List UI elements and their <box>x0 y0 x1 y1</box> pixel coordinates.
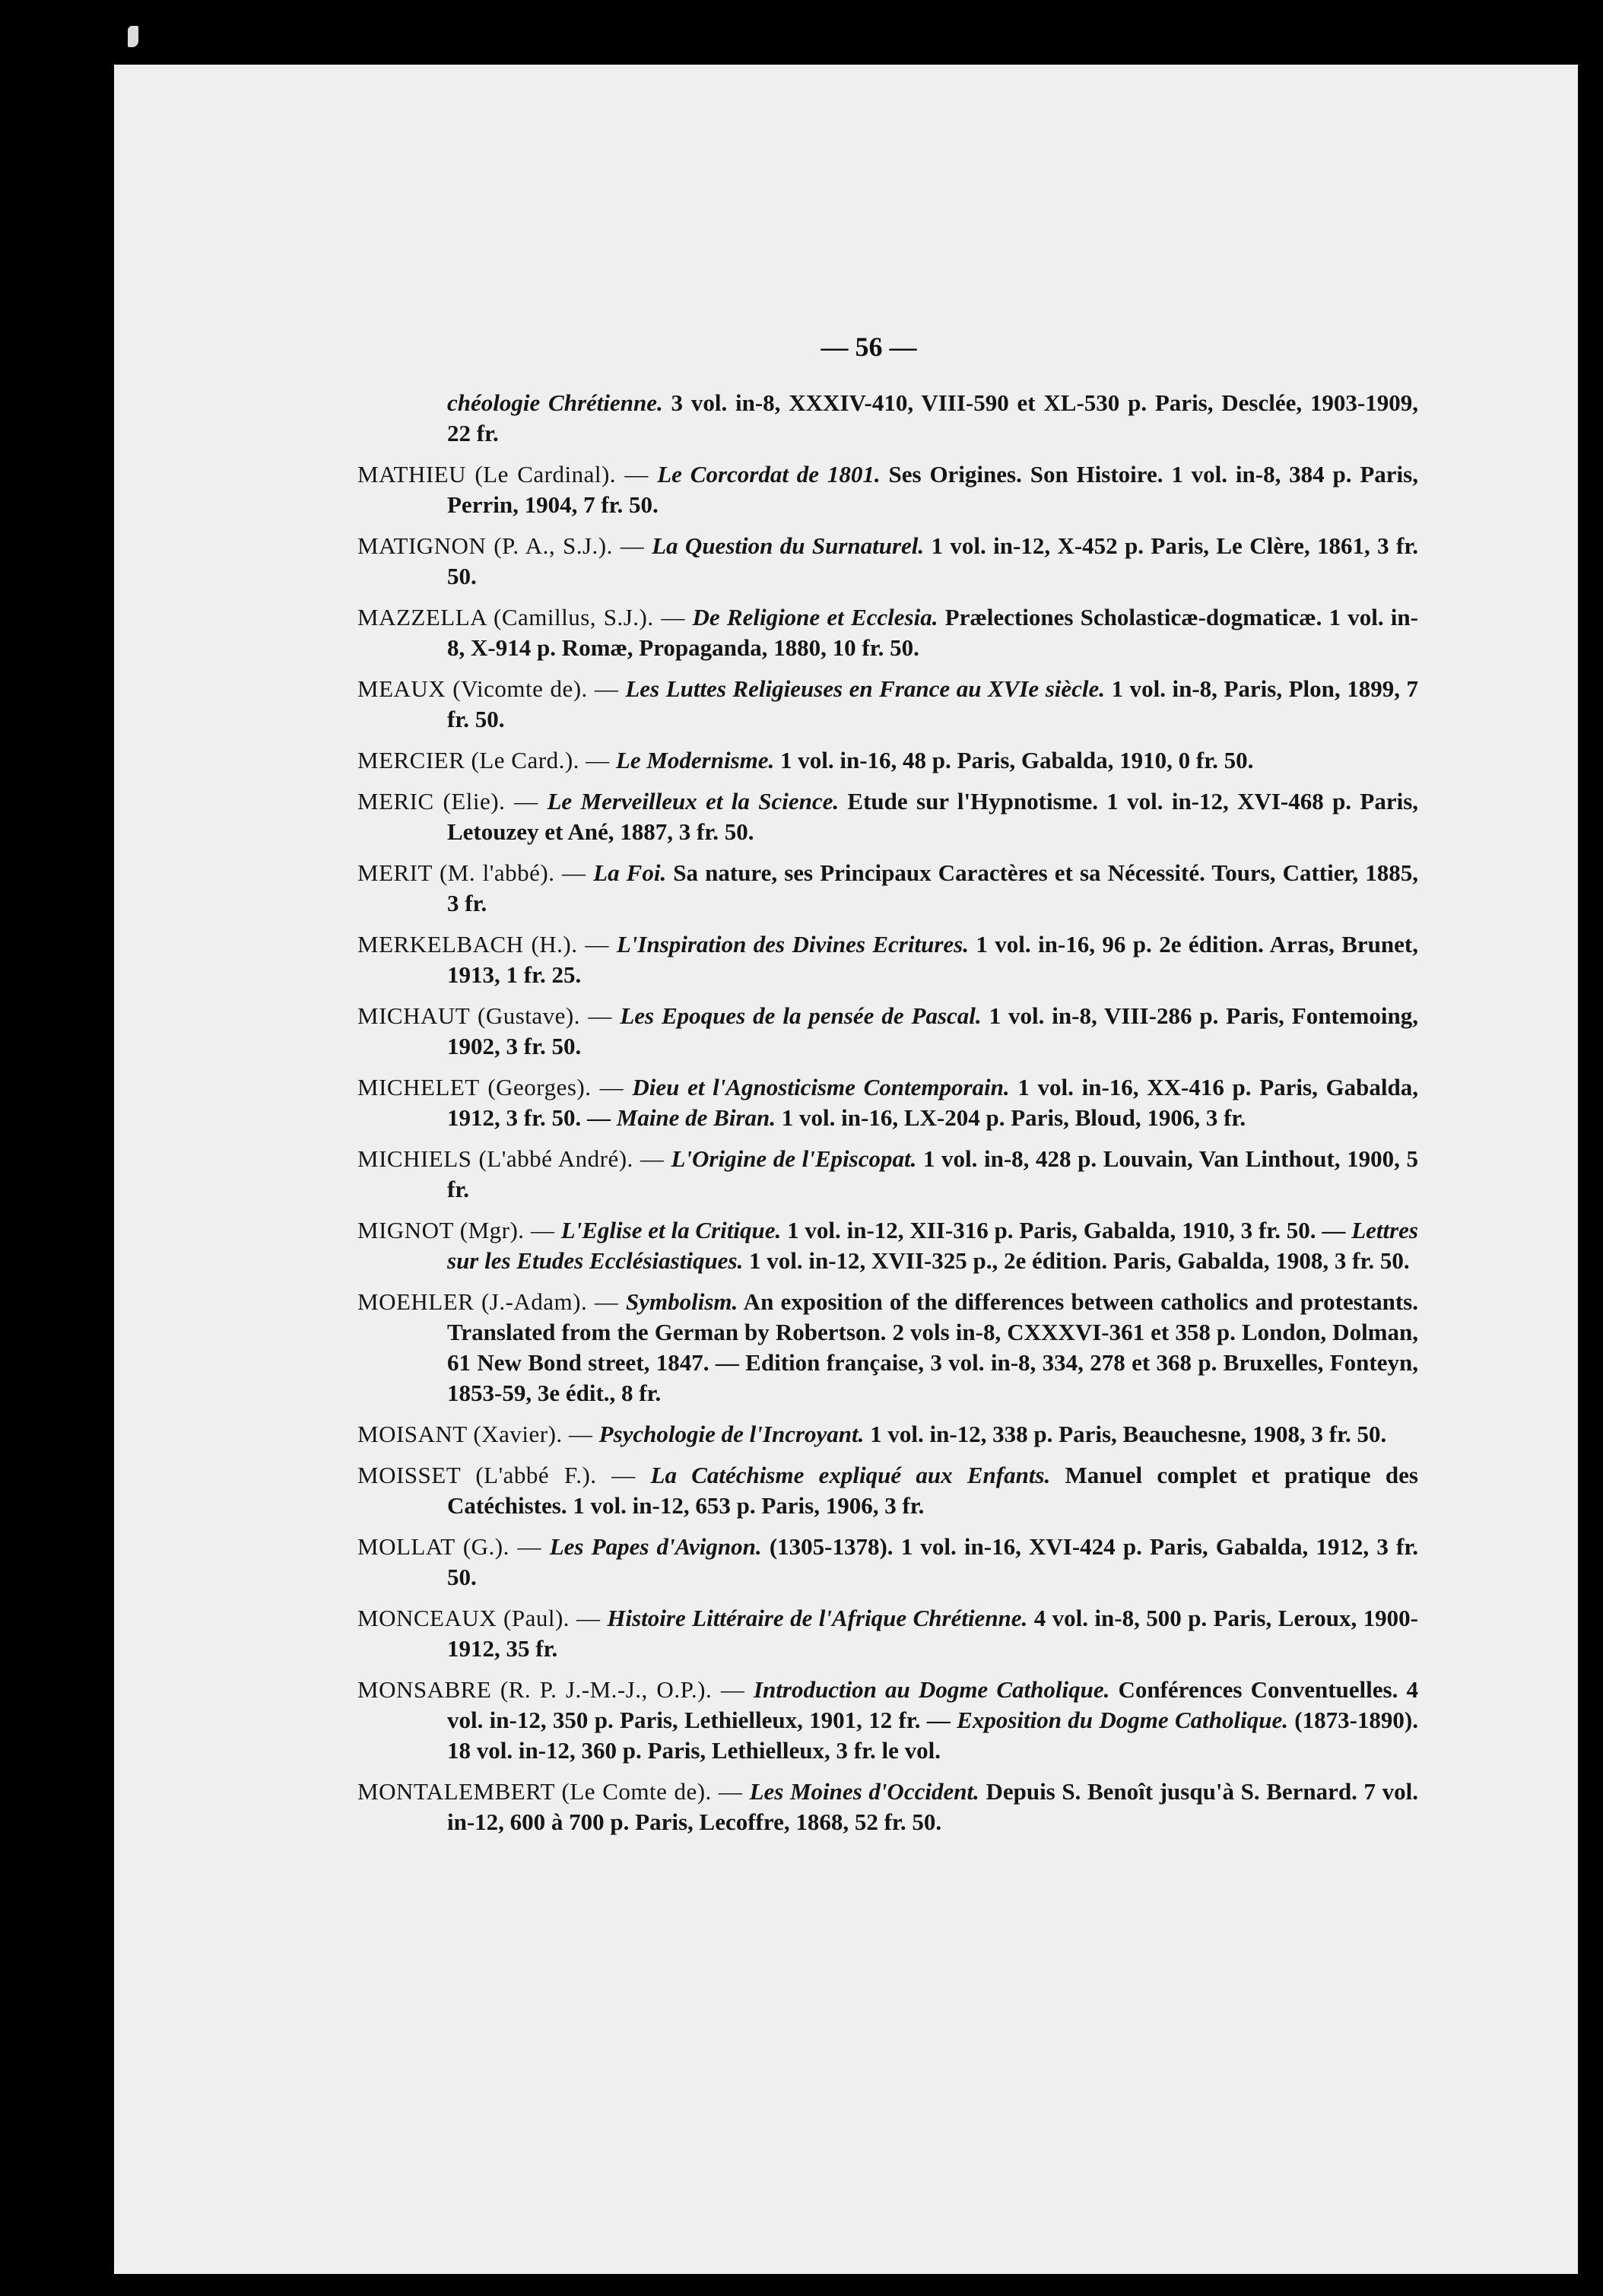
entry-details: 1 vol. in-16, XX-416 p. Paris, Gabalda, 1912, 3 fr. 50. — <box>447 1074 1419 1131</box>
entry-title: L'Eglise et la Critique. <box>560 1217 782 1243</box>
bibliography-entry <box>357 602 1418 663</box>
bibliography-entry <box>357 531 1418 592</box>
entry-details: 1 vol. in-12, X-452 p. Paris, Le Clère, 1861, 3 fr. 50. <box>447 532 1419 589</box>
entry-title: Introduction au Dogme Catholique. <box>753 1676 1110 1703</box>
entry-author: MICHAUT (Gustave). — <box>357 1002 621 1029</box>
entry-details: Ses Origines. Son Histoire. 1 vol. in-8, 384 p. Paris, Perrin, 1904, 7 fr. 50. <box>447 461 1418 518</box>
entry-title: Les Epoques de la pensée de Pascal. <box>620 1002 982 1029</box>
bibliography-entry <box>357 1215 1418 1276</box>
entry-details: 3 vol. in-8, XXXIV-410, VIII-590 et XL-530 p. Paris, Desclée, 1903-1909, 22 fr. <box>447 389 1418 446</box>
entry-author: MAZZELLA (Camillus, S.J.). — <box>357 604 693 630</box>
entry-details: 1 vol. in-8, VIII-286 p. Paris, Fontemoing, 1902, 3 fr. 50. <box>447 1002 1418 1059</box>
entry-author: MONSABRE (R. P. J.-M.-J., O.P.). — <box>357 1676 754 1703</box>
page-number: — 56 — <box>821 332 917 362</box>
entry-details: Prælectiones Scholasticæ-dogmaticæ. 1 vol. in-8, X-914 p. Romæ, Propaganda, 1880, 10 fr. 50. <box>447 604 1418 661</box>
bibliography-entry <box>357 1072 1418 1133</box>
entry-title: chéologie Chrétienne. <box>447 389 663 416</box>
entry-author: MICHIELS (L'abbé André). — <box>357 1145 671 1172</box>
entry-title: Le Corcordat de 1801. <box>657 461 881 487</box>
entry-author: MOEHLER (J.-Adam). — <box>357 1288 626 1315</box>
entry-title-second: Lettres sur les Etudes Ecclésiastiques. <box>447 1217 1418 1274</box>
bibliography-list <box>357 388 1418 1848</box>
bibliography-entry <box>357 786 1418 847</box>
entry-author: MOISANT (Xavier). — <box>357 1421 599 1447</box>
bibliography-entry <box>357 1287 1418 1408</box>
bibliography-entry <box>357 674 1418 735</box>
bibliography-entry <box>357 1001 1418 1062</box>
entry-details: Conférences Conventuelles. 4 vol. in-12, 350 p. Paris, Lethielleux, 1901, 12 fr. — <box>447 1676 1418 1733</box>
bibliography-entry <box>357 745 1418 776</box>
entry-title: L'Inspiration des Divines Ecritures. <box>616 931 969 957</box>
entry-title: La Catéchisme expliqué aux Enfants. <box>650 1462 1051 1488</box>
entry-details: An exposition of the differences between catholics and protestants. Translated from the German by Robertson. 2 vols in-8, CXXXVI-361 et 358 p. London, Dolman, 61 New Bond street, 1847. — Edition française, 3 vol. in-8, 334, 278 et 368 p. Bruxelles, Fonteyn, 1853-59, 3e édit., 8 fr. <box>447 1288 1418 1406</box>
entry-author: MATIGNON (P. A., S.J.). — <box>357 532 652 559</box>
entry-title: De Religione et Ecclesia. <box>692 604 938 630</box>
entry-details: (1305-1378). 1 vol. in-16, XVI-424 p. Paris, Gabalda, 1912, 3 fr. 50. <box>447 1533 1418 1590</box>
bibliography-entry <box>357 1532 1418 1593</box>
entry-author: MONTALEMBERT (Le Comte de). — <box>357 1778 750 1805</box>
entry-title-second: Exposition du Dogme Catholique. <box>957 1707 1288 1733</box>
entry-details: Sa nature, ses Principaux Caractères et sa Nécessité. Tours, Cattier, 1885, 3 fr. <box>447 859 1418 916</box>
entry-title: Le Modernisme. <box>615 747 775 773</box>
bibliography-entry <box>357 459 1418 520</box>
bibliography-entry <box>357 858 1418 919</box>
bibliography-entry <box>357 1675 1418 1766</box>
entry-author: MICHELET (Georges). — <box>357 1074 633 1100</box>
entry-details: 1 vol. in-16, 48 p. Paris, Gabalda, 1910, 0 fr. 50. <box>774 747 1254 773</box>
bibliography-entry <box>357 1777 1418 1837</box>
scan-mark <box>128 26 138 47</box>
entry-details-second: 1 vol. in-16, LX-204 p. Paris, Bloud, 1906, 3 fr. <box>776 1104 1246 1131</box>
entry-details-second: (1873-1890). 18 vol. in-12, 360 p. Paris, Lethielleux, 3 fr. le vol. <box>447 1707 1418 1764</box>
entry-title: Dieu et l'Agnosticisme Contemporain. <box>632 1074 1010 1100</box>
entry-title: Les Papes d'Avignon. <box>549 1533 762 1560</box>
entry-details: 1 vol. in-8, 428 p. Louvain, Van Linthout, 1900, 5 fr. <box>447 1145 1418 1202</box>
entry-details: Manuel complet et pratique des Catéchistes. 1 vol. in-12, 653 p. Paris, 1906, 3 fr. <box>447 1462 1418 1519</box>
bibliography-entry <box>357 1419 1418 1450</box>
entry-details: Depuis S. Benoît jusqu'à S. Bernard. 7 vol. in-12, 600 à 700 p. Paris, Lecoffre, 1868, 52 fr. 50. <box>447 1778 1418 1835</box>
entry-author: MERKELBACH (H.). — <box>357 931 617 957</box>
entry-details: 1 vol. in-16, 96 p. 2e édition. Arras, Brunet, 1913, 1 fr. 25. <box>447 931 1418 988</box>
entry-details: Etude sur l'Hypnotisme. 1 vol. in-12, XVI-468 p. Paris, Letouzey et Ané, 1887, 3 fr. 50. <box>447 788 1419 845</box>
entry-author: MATHIEU (Le Cardinal). — <box>357 461 658 487</box>
entry-author: MONCEAUX (Paul). — <box>357 1605 608 1631</box>
entry-author: MEAUX (Vicomte de). — <box>357 675 626 702</box>
entry-author: MERIT (M. l'abbé). — <box>357 859 594 886</box>
entry-title: Psychologie de l'Incroyant. <box>598 1421 865 1447</box>
entry-title: Symbolism. <box>626 1288 738 1315</box>
bibliography-entry <box>357 1460 1418 1521</box>
entry-title: L'Origine de l'Episcopat. <box>671 1145 917 1172</box>
entry-details: 1 vol. in-12, 338 p. Paris, Beauchesne, 1908, 3 fr. 50. <box>864 1421 1387 1447</box>
entry-author: MERCIER (Le Card.). — <box>357 747 616 773</box>
entry-details: 4 vol. in-8, 500 p. Paris, Leroux, 1900-1912, 35 fr. <box>447 1605 1419 1662</box>
bibliography-entry <box>357 929 1418 990</box>
entry-title: La Foi. <box>593 859 667 886</box>
entry-author: MIGNOT (Mgr). — <box>357 1217 561 1243</box>
entry-author: MERIC (Elie). — <box>357 788 548 815</box>
entry-title: Histoire Littéraire de l'Afrique Chrétienne. <box>607 1605 1028 1631</box>
bibliography-entry <box>357 1144 1418 1205</box>
entry-title: Le Merveilleux et la Science. <box>547 788 840 815</box>
entry-title: Les Luttes Religieuses en France au XVIe siècle. <box>625 675 1106 702</box>
entry-title: Les Moines d'Occident. <box>749 1778 979 1805</box>
bibliography-entry <box>357 1603 1418 1664</box>
entry-author: MOLLAT (G.). — <box>357 1533 550 1560</box>
bibliography-entry <box>357 388 1418 449</box>
entry-details-second: 1 vol. in-12, XVII-325 p., 2e édition. Paris, Gabalda, 1908, 3 fr. 50. <box>743 1247 1410 1274</box>
entry-details: 1 vol. in-8, Paris, Plon, 1899, 7 fr. 50. <box>447 675 1418 732</box>
entry-title: La Question du Surnaturel. <box>652 532 925 559</box>
document-page <box>114 65 1578 2274</box>
entry-title-second: Maine de Biran. <box>616 1104 776 1131</box>
entry-author: MOISSET (L'abbé F.). — <box>357 1462 651 1488</box>
entry-details: 1 vol. in-12, XII-316 p. Paris, Gabalda, 1910, 3 fr. 50. — <box>781 1217 1352 1243</box>
